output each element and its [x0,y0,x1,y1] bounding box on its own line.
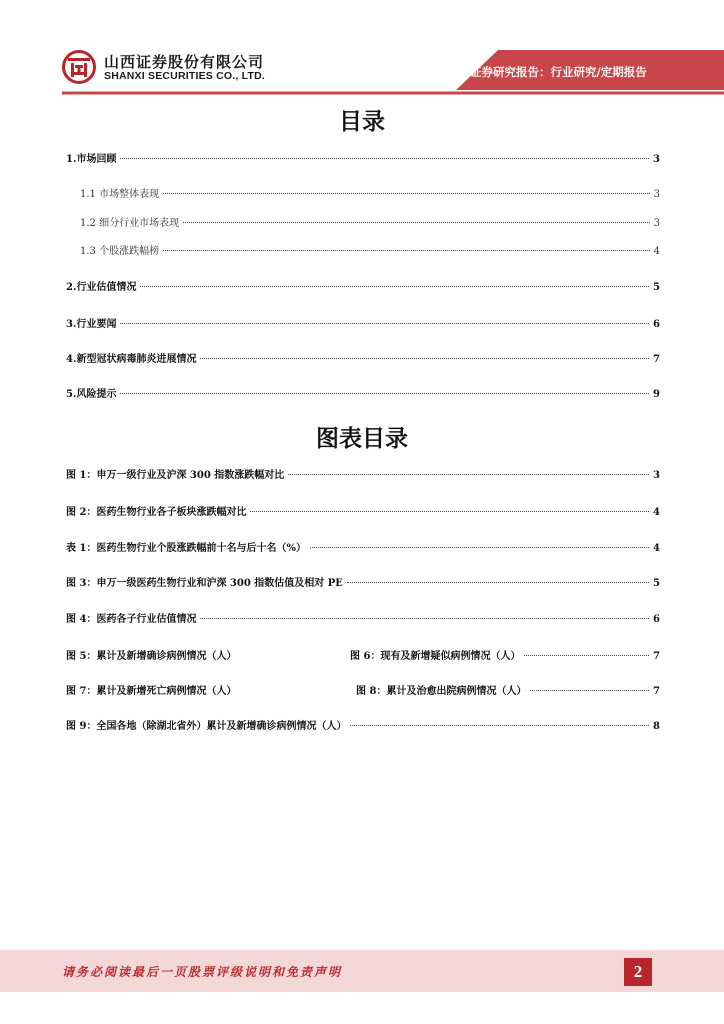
toc-entry[interactable] [66,315,660,331]
figure-entry[interactable] [66,503,660,519]
figure-entry[interactable] [66,610,660,626]
toc-entry-label: 4.新型冠状病毒肺炎进展情况 [66,354,197,365]
leader-dots [163,250,650,251]
figure-entry-label: 表 1：医药生物行业个股涨跌幅前十名与后十名（%） [66,543,306,554]
figure-entry-label: 图 4：医药各子行业估值情况 [66,614,197,625]
toc-entry[interactable] [66,278,660,294]
toc-entry[interactable] [66,350,660,366]
figure-entry-label: 图 6：现有及新增疑似病例情况（人） [350,651,521,662]
toc-entry[interactable] [66,150,660,166]
leader-dots [310,547,649,548]
page-number: 2 [624,958,652,986]
figure-entry-label-left[interactable]: 图 7：累计及新增死亡病例情况（人） [66,686,237,697]
toc-entry-page: 3 [653,154,660,165]
toc-entry-label: 1.2 细分行业市场表现 [80,218,180,229]
leader-dots [140,286,649,287]
leader-dots [530,690,649,691]
leader-dots [288,474,649,475]
toc-entry-label: 1.市场回顾 [66,154,117,165]
toc-entry[interactable] [66,385,660,401]
figure-entry-page: 3 [653,470,660,481]
toc-entry[interactable] [80,185,660,201]
toc-entry-label: 5.风险提示 [66,389,117,400]
toc-entry-page: 3 [653,218,660,229]
toc-entry-label: 2.行业估值情况 [66,282,137,293]
report-type-label: 证券研究报告：行业研究/定期报告 [470,65,647,79]
toc-title: 目录 [339,109,385,135]
toc-entry-label: 3.行业要闻 [66,319,117,330]
company-name-en: SHANXI SECURITIES CO., LTD. [104,70,265,82]
figure-entry-label: 图 8：累计及治愈出院病例情况（人） [356,686,527,697]
toc-entry[interactable] [80,242,660,258]
toc-entry-page: 3 [653,189,660,200]
leader-dots [200,618,649,619]
leader-dots [200,358,649,359]
leader-dots [120,323,649,324]
figures-title: 图表目录 [316,426,408,452]
toc-entry-page: 7 [653,354,660,365]
toc-entry-page: 6 [653,319,660,330]
leader-dots [120,393,649,394]
leader-dots [524,655,649,656]
toc-entry-label: 1.3 个股涨跌幅榜 [80,246,160,257]
toc-entry[interactable] [80,214,660,230]
figure-entry[interactable] [350,647,660,663]
figure-entry[interactable] [66,574,660,590]
figure-entry-page: 8 [653,721,660,732]
figure-entry[interactable] [66,466,660,482]
header-band [0,0,724,100]
figure-entry-label-left[interactable]: 图 5：累计及新增确诊病例情况（人） [66,651,237,662]
leader-dots [250,511,649,512]
figure-entry-page: 5 [653,578,660,589]
toc-entry-page: 5 [653,282,660,293]
figure-entry-label: 图 1：申万一级行业及沪深 300 指数涨跌幅对比 [66,470,285,481]
leader-dots [183,222,650,223]
toc-entry-page: 9 [653,389,660,400]
leader-dots [347,582,649,583]
figure-entry[interactable] [66,717,660,733]
figure-entry-page: 7 [653,651,660,662]
figure-entry-page: 7 [653,686,660,697]
figure-entry-page: 6 [653,614,660,625]
figure-entry[interactable] [356,682,660,698]
toc-entry-page: 4 [653,246,660,257]
figure-entry[interactable] [66,539,660,555]
company-name-cn: 山西证券股份有限公司 [104,53,265,71]
footer-disclaimer: 请务必阅读最后一页股票评级说明和免责声明 [62,965,343,979]
figure-entry-label: 图 3：申万一级医药生物行业和沪深 300 指数估值及相对 PE [66,578,343,589]
toc-entry-label: 1.1 市场整体表现 [80,189,160,200]
figure-entry-label: 图 2：医药生物行业各子板块涨跌幅对比 [66,507,247,518]
leader-dots [163,193,650,194]
figure-entry-page: 4 [653,543,660,554]
figure-entry-page: 4 [653,507,660,518]
leader-dots [120,158,649,159]
leader-dots [350,725,649,726]
figure-entry-label: 图 9：全国各地（除湖北省外）累计及新增确诊病例情况（人） [66,721,347,732]
